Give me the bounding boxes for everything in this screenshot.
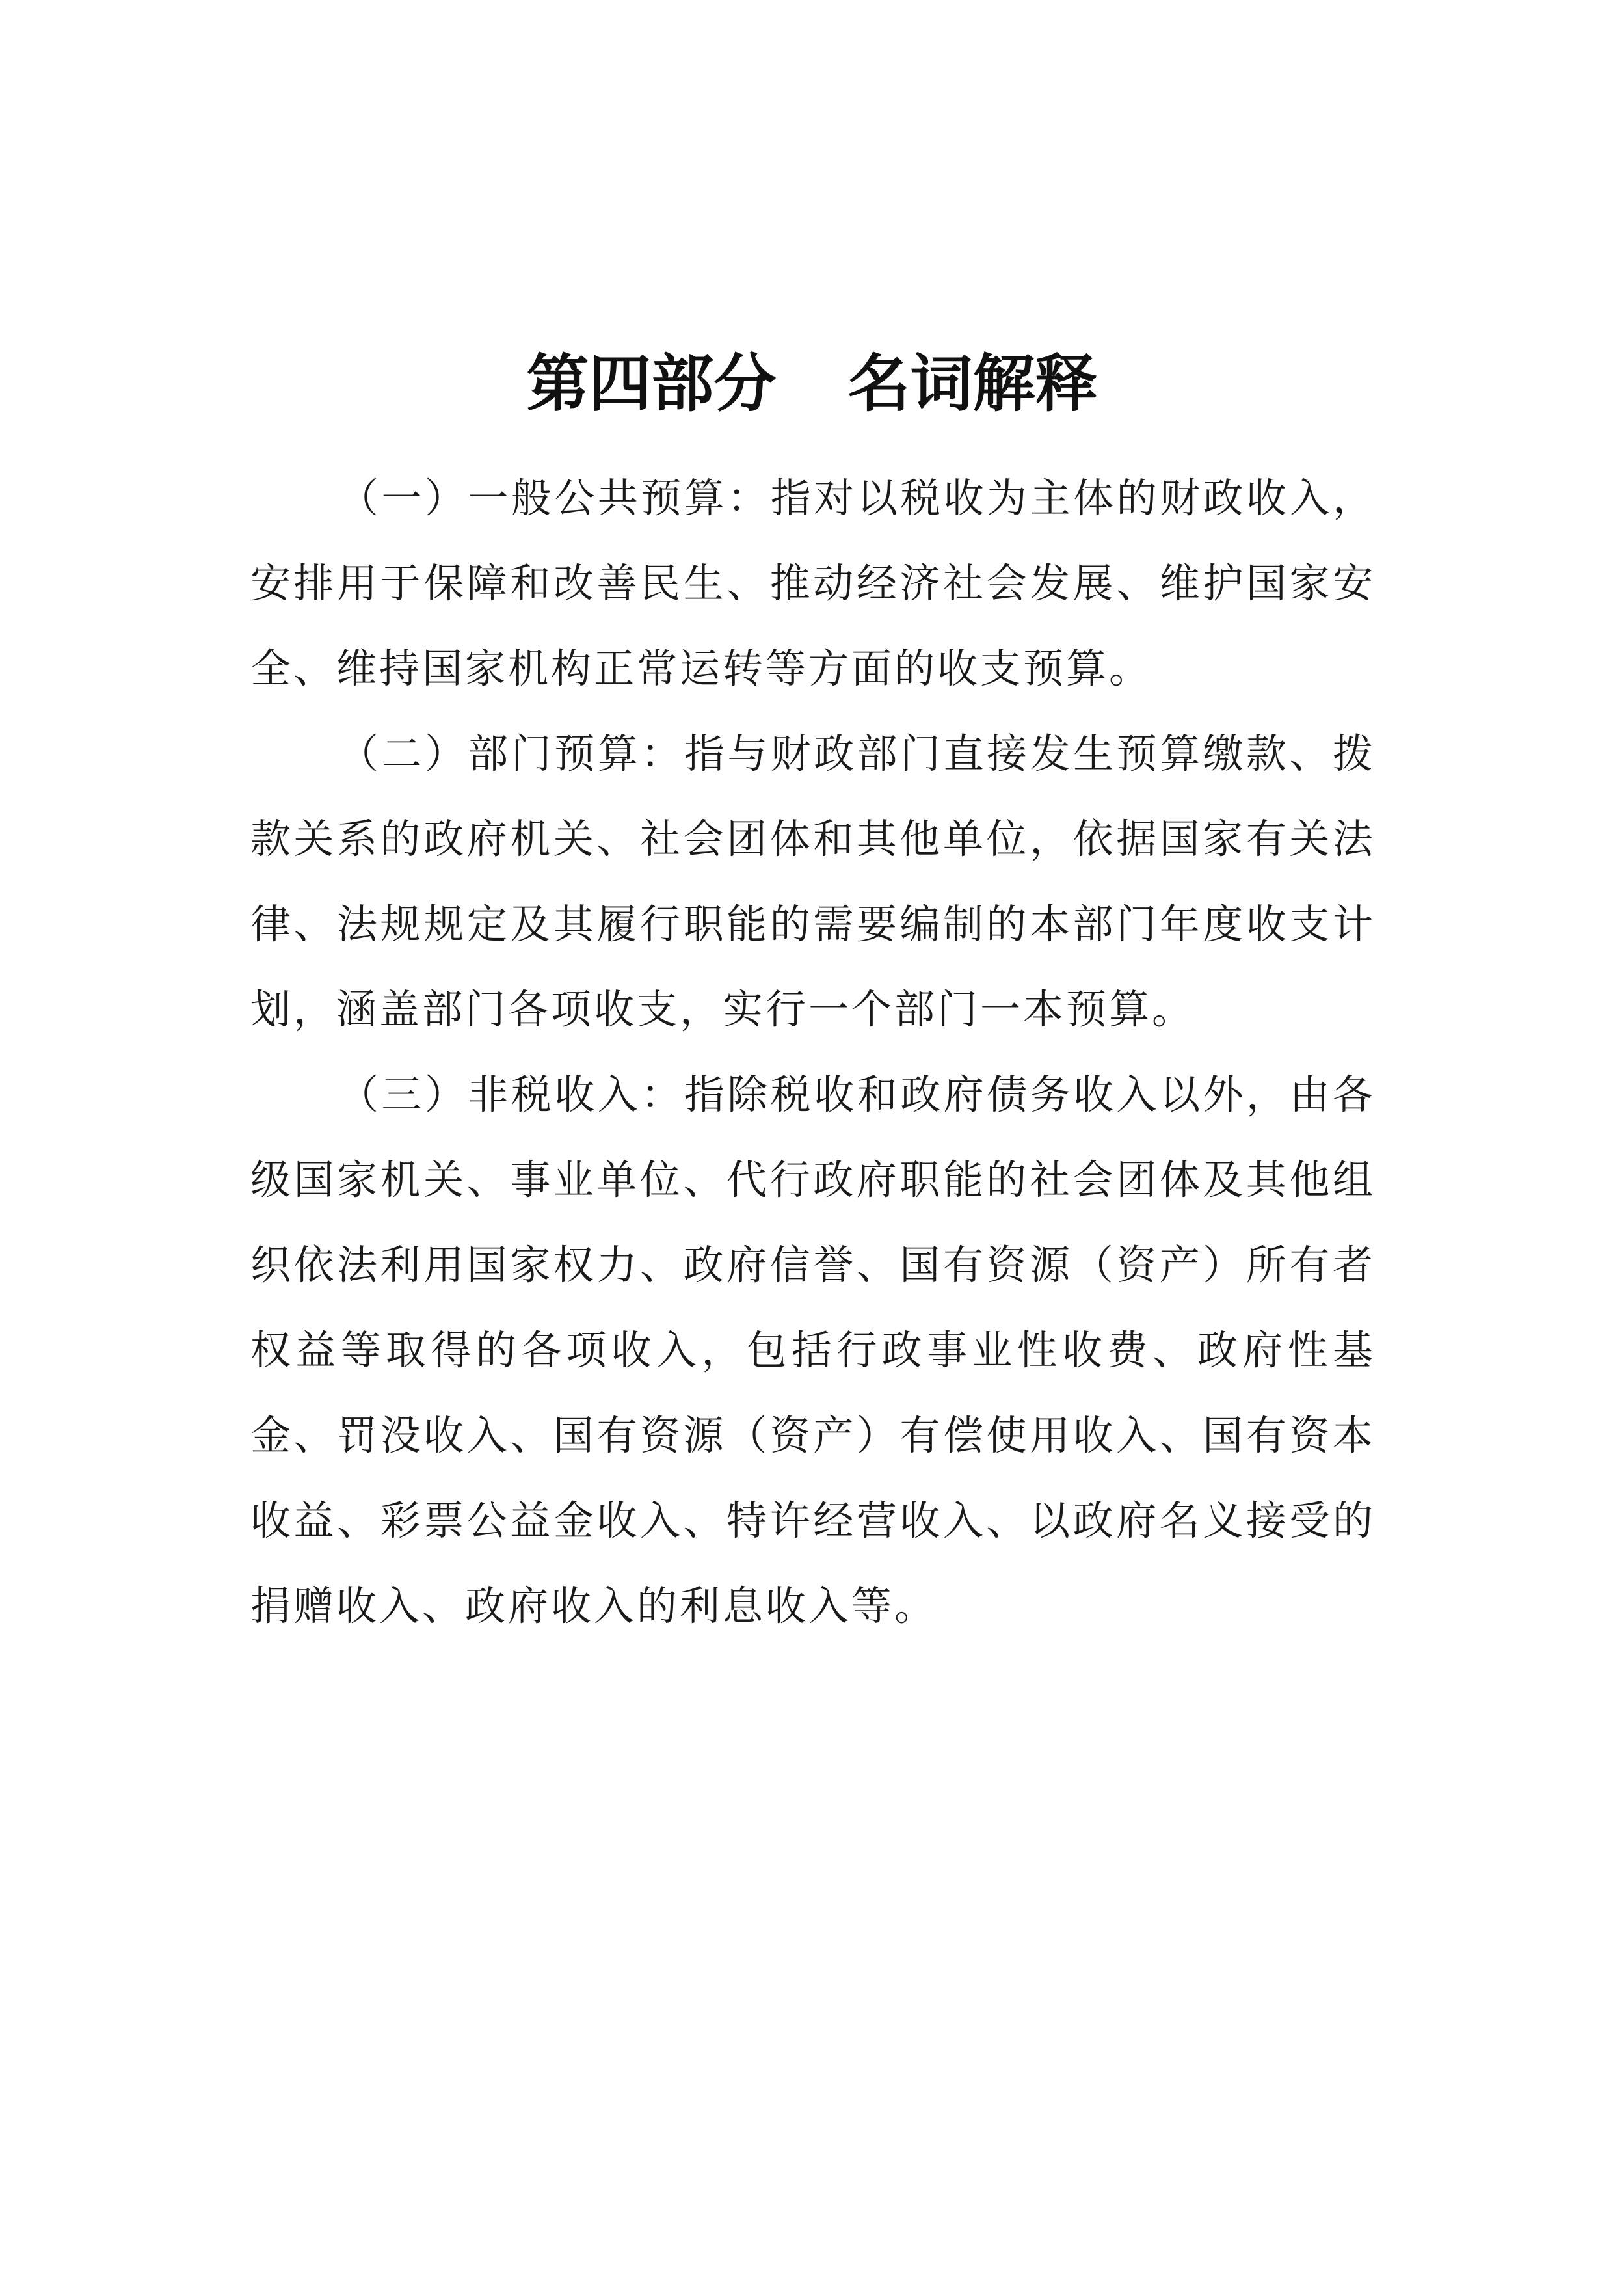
title-part: 第四部分 (526, 347, 777, 420)
paragraph-department-budget: （二）部门预算：指与财政部门直接发生预算缴款、拨款关系的政府机关、社会团体和其他单位，依据国家有关法律、法规规定及其履行职能的需要编制的本部门年度收支计划，涵盖部门各项收支，实行一个部门一本预算。 (250, 730, 1376, 1033)
paragraph-general-public-budget: （一）一般公共预算：指对以税收为主体的财政收入，安排用于保障和改善民生、推动经济社会发展、维护国家安全、维持国家机构正常运转等方面的收支预算。 (250, 474, 1376, 692)
page-title (0, 342, 1624, 426)
title-name: 名词解释 (847, 347, 1098, 420)
paragraph-non-tax-revenue: （三）非税收入：指除税收和政府债务收入以外，由各级国家机关、事业单位、代行政府职能的社会团体及其他组织依法利用国家权力、政府信誉、国有资源（资产）所有者权益等取得的各项收入，包括行政事业性收费、政府性基金、罚没收入、国有资源（资产）有偿使用收入、国有资本收益、彩票公益金收入、特许经营收入、以政府名义接受的捐赠收入、政府收入的利息收入等。 (250, 1071, 1376, 1629)
document-body (250, 455, 1376, 1648)
